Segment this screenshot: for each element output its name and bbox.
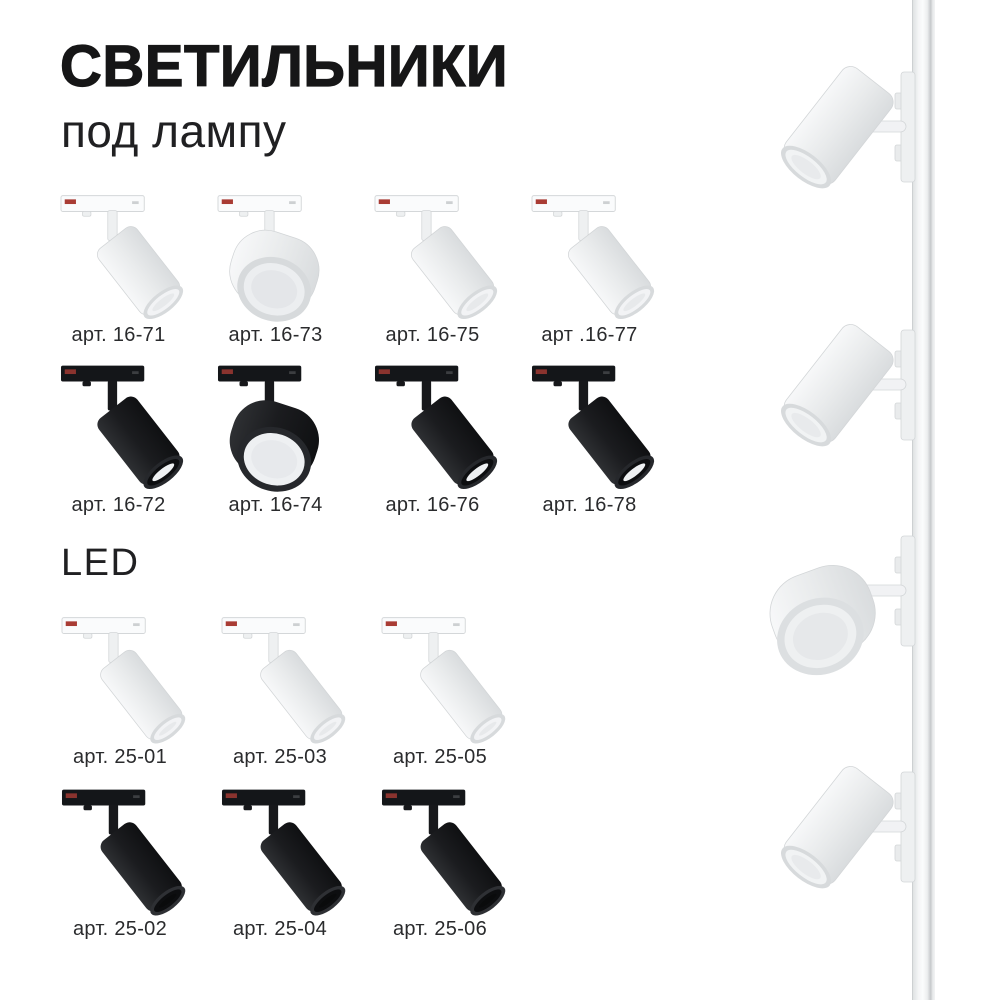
product-image [358, 190, 508, 321]
rail-spotlight-cylinder [688, 733, 918, 983]
product-image [45, 612, 195, 743]
product-card [40, 784, 200, 941]
adapter-red-label [221, 369, 232, 374]
rail-spotlight-1 [688, 33, 918, 283]
cylinder-track-spotlight-black [205, 784, 355, 915]
cylinder-track-spotlight-white [44, 190, 194, 321]
product-article: арт. 16-78 [542, 494, 637, 516]
drum-track-spotlight-black [201, 360, 351, 491]
product-card [511, 190, 668, 347]
product-article: арт. 25-06 [392, 918, 487, 940]
product-card [40, 190, 197, 347]
product-image [515, 360, 665, 491]
product-image [201, 360, 351, 491]
product-image [44, 190, 194, 321]
cylinder-track-spotlight-white [515, 190, 665, 321]
product-article: арт. 16-75 [385, 324, 480, 346]
product-article: арт. 16-76 [385, 494, 480, 516]
adapter-red-label [66, 793, 77, 798]
adapter-red-label [386, 793, 397, 798]
product-card [197, 360, 354, 517]
page-title: СВЕТИЛЬНИКИ [60, 34, 509, 99]
product-row-lamp-white [40, 190, 668, 347]
adapter-red-label [386, 621, 397, 626]
product-article: арт. 16-73 [228, 324, 323, 346]
product-image [205, 784, 355, 915]
product-card [354, 360, 511, 517]
product-card [197, 190, 354, 347]
cylinder-track-spotlight-white [45, 612, 195, 743]
product-card [354, 190, 511, 347]
rail-spotlight-drum [688, 497, 918, 747]
product-article: арт. 16-71 [71, 324, 166, 346]
drum-track-spotlight-white [201, 190, 351, 321]
product-image [201, 190, 351, 321]
product-card [40, 612, 200, 769]
adapter-red-label [64, 369, 75, 374]
adapter-red-label [226, 793, 237, 798]
cylinder-track-spotlight-white [205, 612, 355, 743]
product-article: арт. 25-02 [72, 918, 167, 940]
product-article: арт. 16-74 [228, 494, 323, 516]
adapter-red-label [221, 199, 232, 204]
product-article: арт. 25-01 [72, 746, 167, 768]
cylinder-track-spotlight-white [365, 612, 515, 743]
product-article: арт. 25-03 [232, 746, 327, 768]
adapter-red-label [378, 369, 389, 374]
adapter-red-label [378, 199, 389, 204]
cylinder-track-spotlight-black [45, 784, 195, 915]
page-subtitle: под лампу [61, 105, 287, 157]
product-image [365, 612, 515, 743]
product-image [365, 784, 515, 915]
adapter-red-label [535, 369, 546, 374]
product-row-led-black [40, 784, 520, 941]
cylinder-track-spotlight-black [515, 360, 665, 491]
adapter-red-label [535, 199, 546, 204]
product-image [205, 612, 355, 743]
product-article: арт. 25-05 [392, 746, 487, 768]
product-image [358, 360, 508, 491]
cylinder-track-spotlight-white [358, 190, 508, 321]
product-card [511, 360, 668, 517]
product-card [360, 784, 520, 941]
product-article: арт. 16-72 [71, 494, 166, 516]
product-card [200, 612, 360, 769]
rail-spotlight-cylinder [688, 33, 918, 283]
product-card [200, 784, 360, 941]
product-article: арт .16-77 [541, 324, 638, 346]
adapter-red-label [226, 621, 237, 626]
cylinder-track-spotlight-black [358, 360, 508, 491]
cylinder-track-spotlight-black [44, 360, 194, 491]
rail-spotlight-3 [688, 497, 918, 747]
product-card [40, 360, 197, 517]
rail-spotlight-4 [688, 733, 918, 983]
led-section-heading: LED [61, 542, 140, 584]
adapter-red-label [64, 199, 75, 204]
product-card [360, 612, 520, 769]
product-image [45, 784, 195, 915]
product-row-lamp-black [40, 360, 668, 517]
product-row-led-white [40, 612, 520, 769]
adapter-red-label [66, 621, 77, 626]
product-image [44, 360, 194, 491]
cylinder-track-spotlight-black [365, 784, 515, 915]
product-article: арт. 25-04 [232, 918, 327, 940]
product-image [515, 190, 665, 321]
